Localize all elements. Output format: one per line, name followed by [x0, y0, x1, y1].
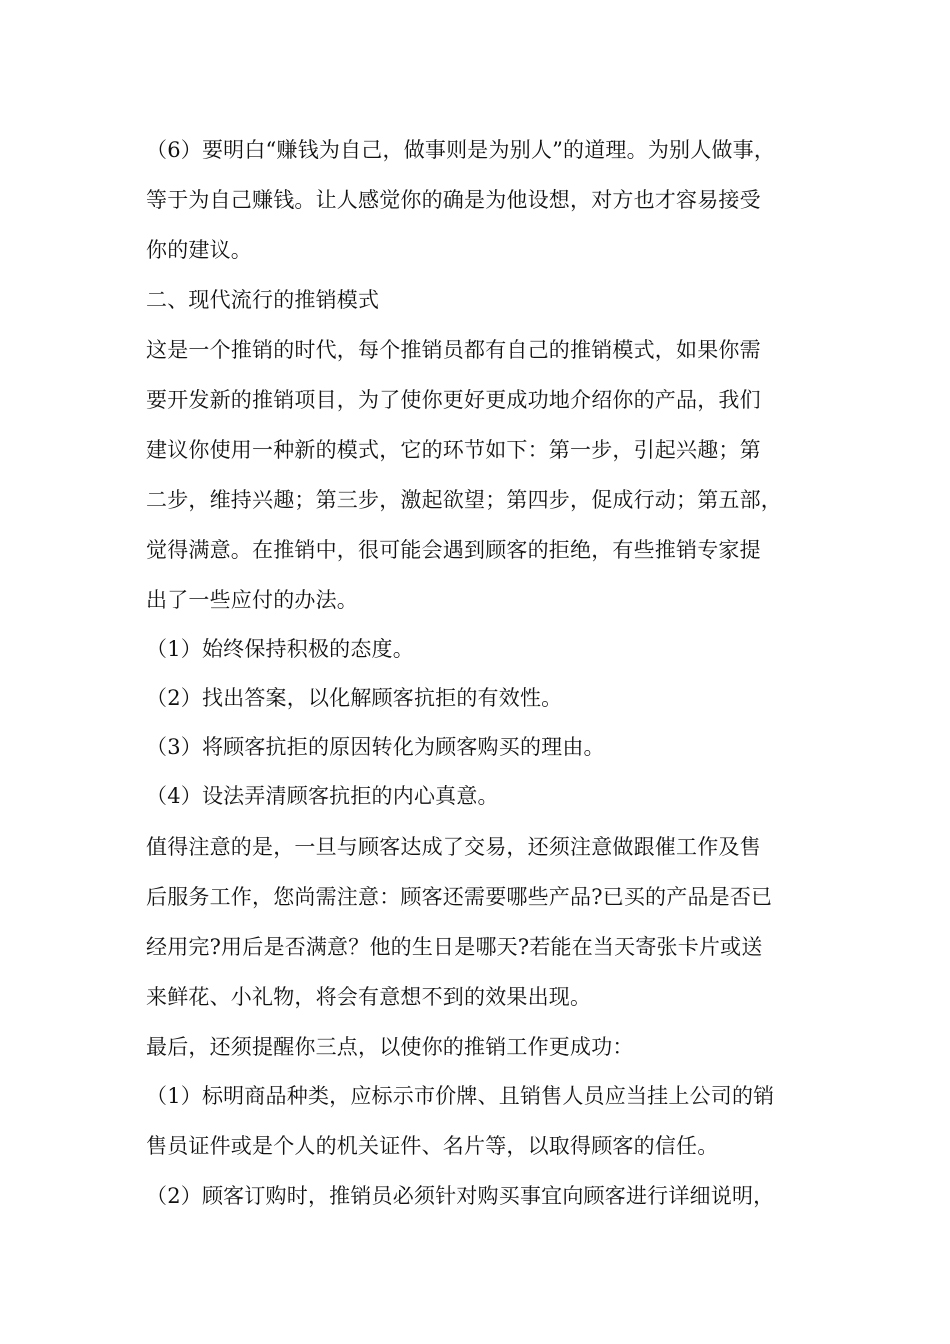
paragraph-line: 来鲜花、小礼物，将会有意想不到的效果出现。 [146, 985, 592, 1009]
list-item: 售员证件或是个人的机关证件、名片等，以取得顾客的信任。 [146, 1134, 719, 1158]
paragraph-line: 要开发新的推销项目，为了使你更好更成功地介绍你的产品，我们 [146, 388, 761, 412]
list-item: （3）将顾客抗拒的原因转化为顾客购买的理由。 [146, 735, 605, 759]
paragraph-line: 二步，维持兴趣；第三步，激起欲望；第四步，促成行动；第五部， [146, 488, 782, 512]
paragraph-line: 这是一个推销的时代，每个推销员都有自己的推销模式，如果你需 [146, 338, 761, 362]
list-item: （1）始终保持积极的态度。 [146, 637, 414, 661]
list-item: （1）标明商品种类，应标示市价牌、且销售人员应当挂上公司的销 [146, 1084, 775, 1108]
paragraph-line: 后服务工作，您尚需注意：顾客还需要哪些产品?已买的产品是否已 [146, 885, 773, 909]
list-item: （2）顾客订购时，推销员必须针对购买事宜向顾客进行详细说明， [146, 1184, 775, 1208]
paragraph-line: 出了一些应付的办法。 [146, 588, 358, 612]
paragraph-line: 最后，还须提醒你三点，以使你的推销工作更成功： [146, 1035, 634, 1059]
paragraph-line: 经用完?用后是否满意？他的生日是哪天?若能在当天寄张卡片或送 [146, 935, 763, 959]
section-heading: 二、现代流行的推销模式 [146, 288, 380, 312]
paragraph-line: （6）要明白“赚钱为自己，做事则是为别人”的道理。为别人做事， [146, 138, 776, 162]
list-item: （4）设法弄清顾客抗拒的内心真意。 [146, 784, 499, 808]
paragraph-line: 值得注意的是，一旦与顾客达成了交易，还须注意做跟催工作及售 [146, 835, 761, 859]
paragraph-line: 等于为自己赚钱。让人感觉你的确是为他设想，对方也才容易接受 [146, 188, 761, 212]
list-item: （2）找出答案，以化解顾客抗拒的有效性。 [146, 686, 563, 710]
paragraph-line: 你的建议。 [146, 238, 252, 262]
paragraph-line: 建议你使用一种新的模式，它的环节如下：第一步，引起兴趣；第 [146, 438, 761, 462]
paragraph-line: 觉得满意。在推销中，很可能会遇到顾客的拒绝，有些推销专家提 [146, 538, 761, 562]
